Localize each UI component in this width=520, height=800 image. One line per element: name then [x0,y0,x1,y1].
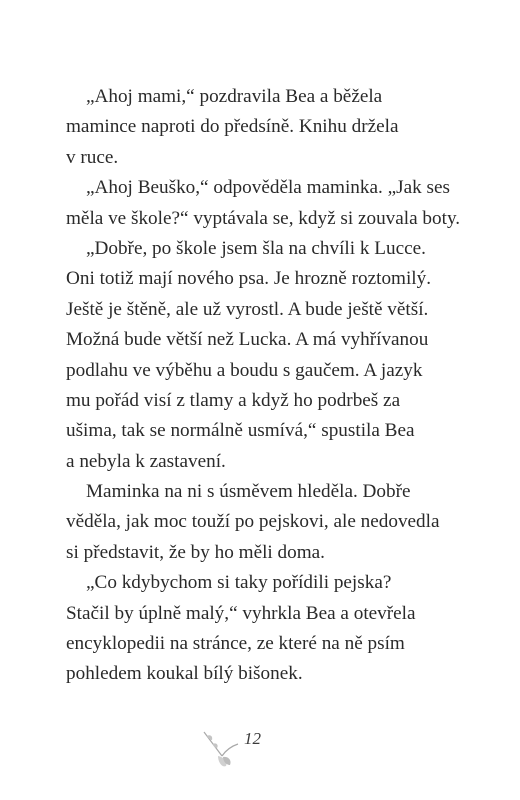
text-line: Oni totiž mají nového psa. Je hrozně roztomilý. [66,268,432,290]
text-line: encyklopedii na stránce, ze které na ně psím [66,633,405,655]
text-line: a nebyla k zastavení. [66,450,226,472]
text-line: si představit, že by ho měli doma. [66,541,325,563]
text-line: Ještě je štěně, ale už vyrostl. A bude ještě větší. [66,298,429,320]
text-line: mamince naproti do předsíně. Knihu držela [66,116,399,138]
page-footer [200,726,280,776]
text-line: Maminka na ni s úsměvem hleděla. Dobře [86,481,411,503]
paragraph [66,234,466,477]
text-line: mu pořád visí z tlamy a když ho podrbeš za [66,389,401,411]
text-line: Stačil by úplně malý,“ vyhrkla Bea a otevřela [66,602,416,624]
paragraph [66,173,466,234]
text-line: ušima, tak se normálně usmívá,“ spustila Bea [66,420,415,442]
text-line: „Ahoj mami,“ pozdravila Bea a běžela [86,86,383,107]
body-text [66,82,466,690]
paragraph [66,82,466,173]
text-line: „Ahoj Beuško,“ odpověděla maminka. „Jak ses [86,177,450,199]
text-line: podlahu ve výběhu a boudu s gaučem. A jazyk [66,359,423,381]
text-line: Možná bude větší než Lucka. A má vyhřívanou [66,329,429,351]
text-line: věděla, jak moc touží po pejskovi, ale nedovedla [66,511,440,533]
paragraph [66,477,466,568]
paragraph [66,568,466,690]
text-line: pohledem koukal bílý bišonek. [66,663,303,685]
text-line: „Co kdybychom si taky pořídili pejska? [86,572,392,594]
text-line: „Dobře, po škole jsem šla na chvíli k Lucce. [86,237,426,259]
text-line: měla ve škole?“ vyptávala se, když si zouvala boty. [66,207,461,229]
leaf-sprig-icon [200,726,244,774]
text-line: v ruce. [66,146,119,168]
page-number: 12 [244,729,261,748]
